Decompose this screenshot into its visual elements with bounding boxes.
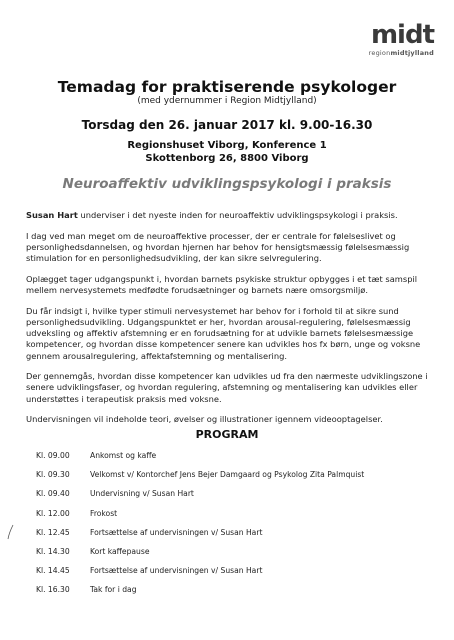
program-schedule <box>36 451 436 605</box>
schedule-row <box>36 566 436 585</box>
event-venue <box>0 139 454 165</box>
schedule-time: Kl. 09.40 <box>36 489 70 499</box>
body-paragraph: Oplægget tager udgangspunkt i, hvordan barnets psykiske struktur opbygges i et tæt samspil mellem nervesystemets medfødte forudsætninger og barnets nære omsorgsmiljø. <box>26 273 418 296</box>
body-text <box>26 210 430 435</box>
schedule-time: Kl. 14.45 <box>36 566 70 576</box>
page-title: Temadag for praktiserende psykologer <box>57 78 397 96</box>
venue-line-2: Skottenborg 26, 8800 Viborg <box>145 153 309 164</box>
program-heading: PROGRAM <box>195 428 259 441</box>
course-title: Neuroaffektiv udviklingspsykologi i praksis <box>62 176 392 192</box>
schedule-time: Kl. 16.30 <box>36 585 70 595</box>
schedule-description: Fortsættelse af undervisningen v/ Susan Hart <box>90 527 263 537</box>
schedule-description: Tak for i dag <box>90 585 137 595</box>
schedule-description: Kort kaffepause <box>90 546 150 556</box>
schedule-row <box>36 470 436 489</box>
speaker-name: Susan Hart <box>26 210 78 220</box>
schedule-row <box>36 528 436 547</box>
body-paragraph: Undervisningen vil indeholde teori, øvelser og illustrationer igennem videooptagelser. <box>26 414 383 425</box>
event-date: Torsdag den 26. januar 2017 kl. 9.00-16.30 <box>81 118 373 132</box>
schedule-time: Kl. 09.00 <box>36 451 70 460</box>
pen-mark <box>6 524 16 540</box>
page-subtitle: (med ydernummer i Region Midtjylland) <box>137 96 317 106</box>
schedule-row <box>36 489 436 508</box>
venue-line-1: Regionshuset Viborg, Konference 1 <box>127 140 327 151</box>
schedule-description: Frokost <box>90 508 118 518</box>
schedule-time: Kl. 12.45 <box>36 527 70 537</box>
logo-wordmark: midt <box>370 20 434 50</box>
body-paragraph: Der gennemgås, hvordan disse kompetencer kan udvikles ud fra den nærmeste udviklingszone i senere udviklingsfaser, og hvordan regulering, afstemning og mentalisering kan udvikles eller understøttes i terapeutisk praksis med voksne. <box>26 371 428 404</box>
schedule-description: Fortsættelse af undervisningen v/ Susan Hart <box>90 566 263 576</box>
schedule-time: Kl. 09.30 <box>36 470 70 480</box>
schedule-row <box>36 509 436 528</box>
schedule-time: Kl. 14.30 <box>36 546 70 556</box>
schedule-description: Undervisning v/ Susan Hart <box>90 489 194 499</box>
body-paragraph: I dag ved man meget om de neuroaffektive processer, der er centrale for følelseslivet og personlighedsdannelsen, og hvordan hjernen har behov for hensigtsmæssig følelsesmæssig stimulation for en personlighedsudvikling, der kan sikre selvregulering. <box>26 230 410 264</box>
region-midtjylland-logo <box>369 22 434 57</box>
schedule-row <box>36 451 436 470</box>
intro-paragraph: Susan Hart underviser i det nyeste inden for neuroaffektiv udviklingspsykologi i praksis. <box>26 210 398 220</box>
schedule-time: Kl. 12.00 <box>36 508 70 518</box>
logo-subtext: regionmidtjylland <box>368 49 434 57</box>
schedule-description: Velkomst v/ Kontorchef Jens Bejer Damgaard og Psykolog Zita Palmquist <box>90 470 365 480</box>
schedule-row <box>36 585 436 604</box>
schedule-description: Ankomst og kaffe <box>90 451 157 460</box>
schedule-row <box>36 547 436 566</box>
body-paragraph: Du får indsigt i, hvilke typer stimuli nervesystemet har behov for i forhold til at sikre sund personlighedsudvikling. Udgangspunktet er her, hvordan arousal-regulering, følelsesmæssig udveksling og affektiv afstemning er en forudsætning for at udvikle barnets følelsesmæssige kompetencer, og hvordan disse kompetencer senere kan udvikles hos fx børn, unge og voksne gennem arousalregulering, affektafstemning og mentalisering. <box>26 305 421 361</box>
